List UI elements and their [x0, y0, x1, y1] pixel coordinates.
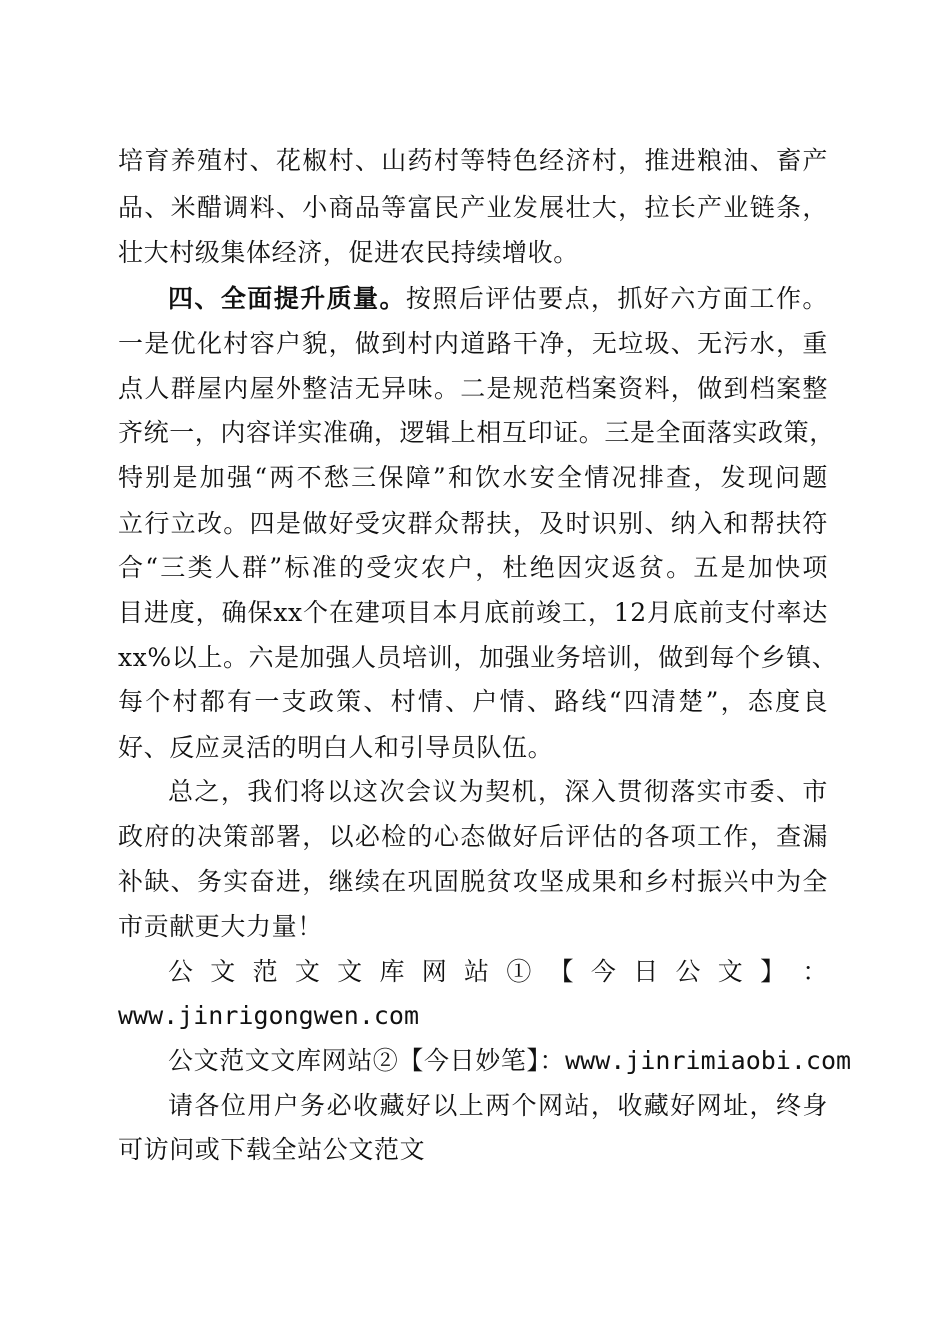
site2-url[interactable]: www.jinrimiaobi.com — [565, 1046, 852, 1075]
para2-line-8: 目进度，确保xx个在建项目本月底前竣工，12月底前支付率达 — [118, 598, 828, 627]
para2-line-2: 一是优化村容户貌，做到村内道路干净，无垃圾、无污水，重 — [118, 329, 828, 358]
para2-line-11: 好、反应灵活的明白人和引导员队伍。 — [118, 733, 554, 762]
para2-line-9: xx%以上。六是加强人员培训，加强业务培训，做到每个乡镇、 — [118, 643, 838, 672]
para1-line-3: 壮大村级集体经济，促进农民持续增收。 — [118, 238, 579, 267]
para2-first-line — [168, 283, 828, 315]
para1-line-2: 品、米醋调料、小商品等富民产业发展壮大，拉长产业链条， — [118, 193, 828, 222]
para2-line-10: 每个村都有一支政策、村情、户情、路线“四清楚”，态度良 — [118, 687, 828, 716]
para2-line-3: 点人群屋内屋外整洁无异味。二是规范档案资料，做到档案整 — [118, 374, 828, 403]
section-heading: 四、全面提升质量。 — [168, 284, 406, 313]
para3-line-2: 政府的决策部署，以必检的心态做好后评估的各项工作，查漏 — [118, 822, 828, 851]
para3-line-1: 总之，我们将以这次会议为契机，深入贯彻落实市委、市 — [168, 777, 828, 806]
site2-label: 公文范文文库网站②【今日妙笔】： — [168, 1046, 566, 1075]
para3-line-3: 补缺、务实奋进，继续在巩固脱贫攻坚成果和乡村振兴中为全 — [118, 867, 828, 896]
para1-line-1: 培育养殖村、花椒村、山药村等特色经济村，推进粮油、畜产 — [118, 146, 828, 175]
site1-url[interactable]: www.jinrigongwen.com — [118, 1001, 420, 1030]
para2-line-4: 齐统一，内容详实准确，逻辑上相互印证。三是全面落实政策， — [118, 418, 835, 447]
para2-first-rest: 按照后评估要点，抓好六方面工作。 — [405, 284, 828, 313]
para2-line-6: 立行立改。四是做好受灾群众帮扶，及时识别、纳入和帮扶符 — [118, 509, 828, 538]
site2-line — [168, 1045, 852, 1077]
notice-line-2: 可访问或下载全站公文范文 — [118, 1135, 426, 1164]
site1-label: 公 文 范 文 文 库 网 站 ① 【 今 日 公 文 】 ： — [168, 957, 828, 986]
para2-line-5: 特别是加强“两不愁三保障”和饮水安全情况排查，发现问题 — [118, 463, 828, 492]
para2-line-7: 合“三类人群”标准的受灾农户，杜绝因灾返贫。五是加快项 — [118, 553, 828, 582]
notice-line-1: 请各位用户务必收藏好以上两个网站，收藏好网址，终身 — [168, 1091, 828, 1120]
para3-line-4: 市贡献更大力量！ — [118, 912, 323, 941]
